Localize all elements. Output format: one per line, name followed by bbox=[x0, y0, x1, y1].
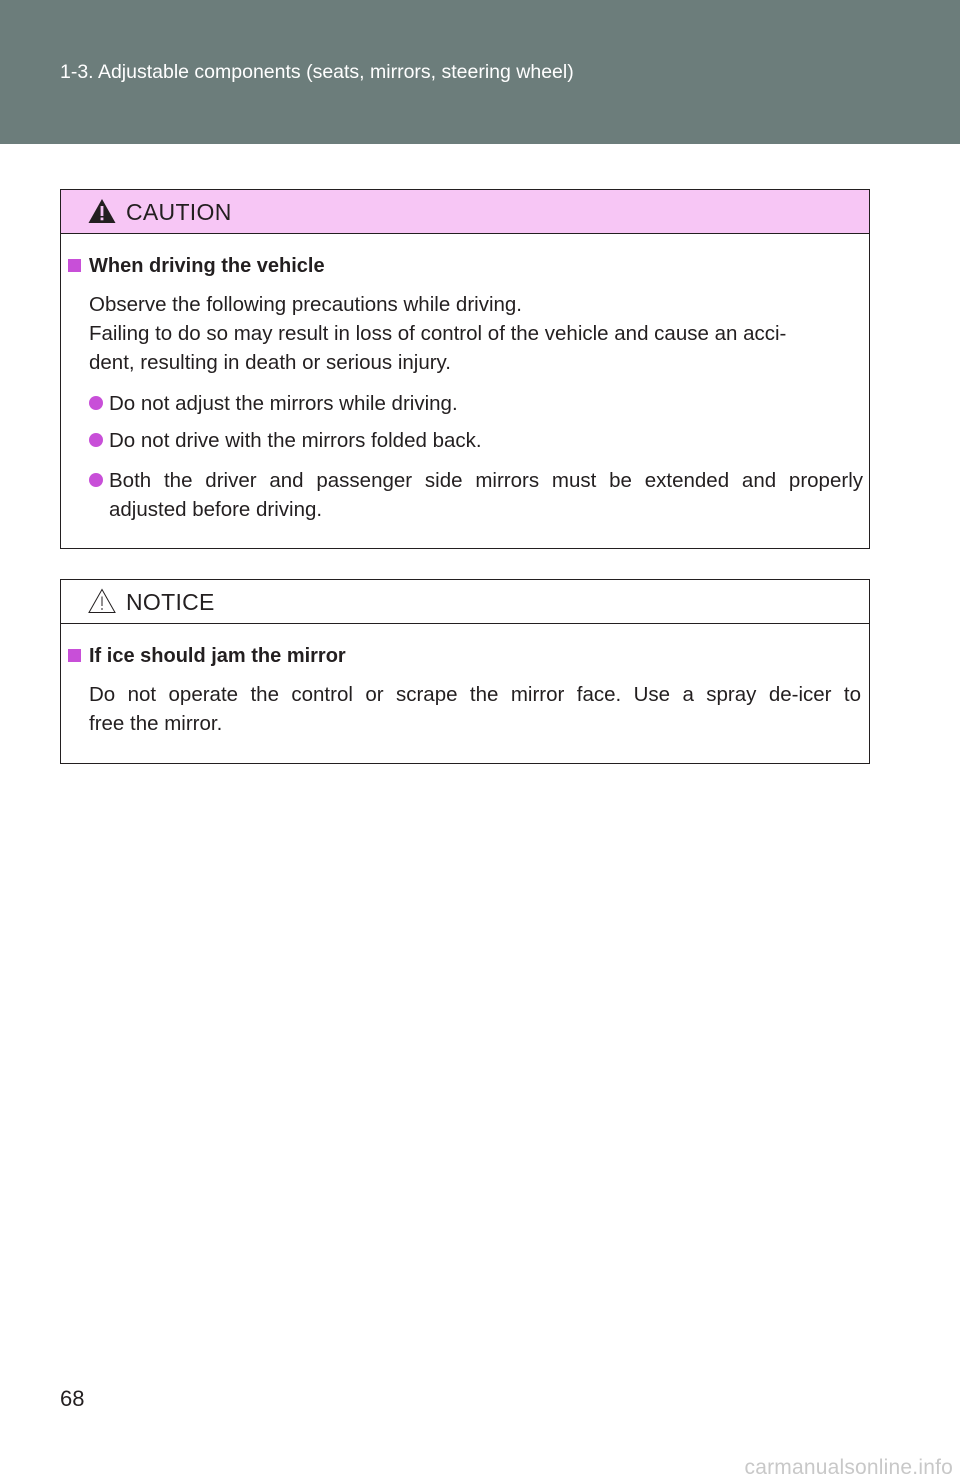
caution-bullet-item: Both the driver and passenger side mirrors must be extended and properly adjusted before driving. bbox=[89, 466, 863, 524]
caution-heading: When driving the vehicle bbox=[68, 255, 325, 278]
warning-triangle-icon bbox=[87, 197, 117, 225]
round-bullet-icon bbox=[89, 433, 103, 447]
notice-box bbox=[60, 579, 870, 764]
section-title: 1-3. Adjustable components (seats, mirrors, steering wheel) bbox=[60, 61, 574, 83]
notice-body-line: free the mirror. bbox=[89, 712, 223, 735]
round-bullet-icon bbox=[89, 473, 103, 487]
caution-intro-line: dent, resulting in death or serious injury. bbox=[89, 351, 451, 374]
caution-intro-line: Failing to do so may result in loss of control of the vehicle and cause an acci- bbox=[89, 322, 787, 345]
notice-body bbox=[89, 680, 861, 738]
notice-body-line: Do not operate the control or scrape the mirror face. Use a spray de-icer to bbox=[89, 683, 861, 706]
caution-intro-line: Observe the following precautions while driving. bbox=[89, 293, 523, 316]
caution-label: CAUTION bbox=[126, 199, 232, 225]
notice-header bbox=[61, 580, 869, 624]
square-bullet-icon bbox=[68, 259, 81, 272]
round-bullet-icon bbox=[89, 396, 103, 410]
watermark: carmanualsonline.info bbox=[744, 1456, 953, 1479]
warning-triangle-outline-icon bbox=[87, 587, 117, 615]
notice-label: NOTICE bbox=[126, 589, 215, 615]
caution-intro bbox=[89, 290, 861, 377]
page-header bbox=[0, 0, 960, 144]
caution-bullet-item: Do not drive with the mirrors folded back. bbox=[89, 426, 863, 455]
page-number: 68 bbox=[60, 1386, 85, 1411]
notice-heading: If ice should jam the mirror bbox=[68, 645, 346, 668]
square-bullet-icon bbox=[68, 649, 81, 662]
caution-box bbox=[60, 189, 870, 549]
caution-bullet-item: Do not adjust the mirrors while driving. bbox=[89, 389, 863, 418]
caution-header bbox=[61, 190, 869, 234]
